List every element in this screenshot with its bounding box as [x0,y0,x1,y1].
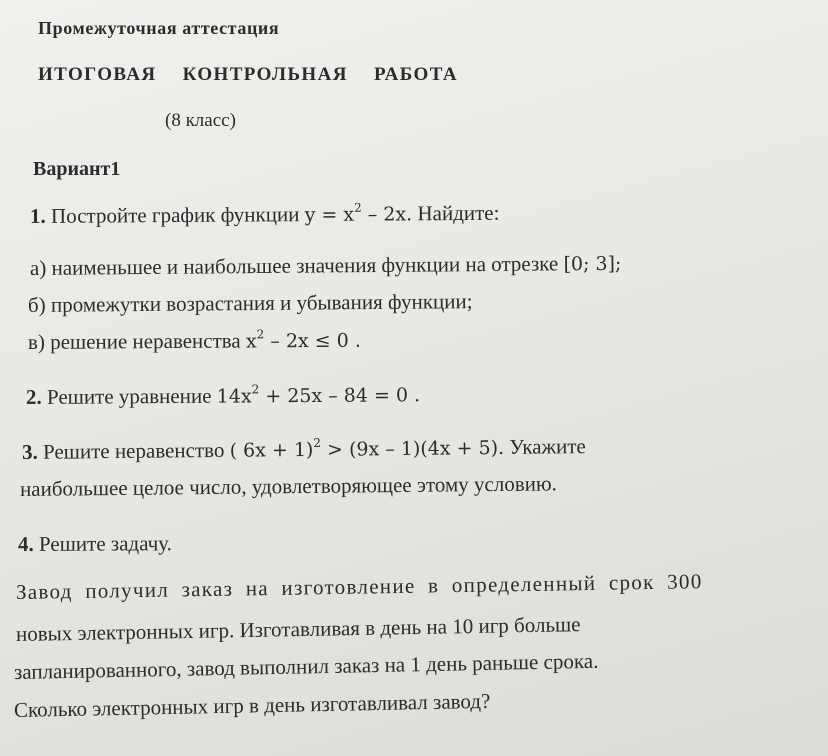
task-1-formula-base: y = x [304,203,355,227]
task-2-formula-rest: + 25x – 84 = 0 . [259,384,421,408]
variant-label: Вариант1 [33,158,121,180]
task-3-number: 3. [21,439,38,464]
task-2-formula-exp: 2 [251,382,260,397]
task-3-text: Решите неравенство [42,437,225,464]
task-3-line-2: наибольшее целое число, удовлетворяющее этому условию. [19,471,557,501]
header-big-title: ИТОГОВАЯ КОНТРОЛЬНАЯ РАБОТА [38,64,458,85]
problem-line: новых электронных игр. Изготавливая в день на 10 игр больше [15,612,581,646]
task-1-number: 1. [29,203,46,228]
task-1-find: Найдите: [417,200,500,226]
task-4-number: 4. [17,531,34,556]
problem-line: Завод получил заказ на изготовление в определенный срок 300 [15,569,703,604]
task-2-number: 2. [25,384,42,409]
task-2 [26,382,420,410]
task-1-item-c-rest: – 2x ≤ 0 . [264,329,361,353]
task-1-item-c-formula [245,327,361,353]
task-3 [22,434,586,465]
problem-line: запланированного, завод выполнил заказ на 1 день раньше срока. [13,648,599,684]
task-1-item-a [30,251,622,281]
header-grade: (8 класс) [165,110,236,131]
header-small-title: Промежуточная аттестация [38,18,280,38]
task-1-item-b: б) промежутки возрастания и убывания функции; [27,289,473,317]
task-3-formula-base: ( 6x + 1) [229,438,314,462]
task-1-formula-rest: – 2x. [361,203,413,226]
task-4 [18,531,172,557]
task-1-formula-exp: 2 [354,200,362,215]
task-2-formula-base: 14x [216,385,252,408]
task-2-text: Решите уравнение [46,383,212,409]
task-3-formula [230,437,505,462]
task-3-formula-rest: > (9x – 1)(4x + 5). [320,436,505,461]
task-3-formula-exp: 2 [313,435,322,450]
task-1 [30,201,500,229]
task-1-item-a-text: а) наименьшее и наибольшее значения функции на отрезке [29,251,559,280]
task-3-tail: Укажите [509,434,586,459]
task-1-text: Постройте график функции [50,202,300,228]
task-1-item-c-text: в) решение неравенства [27,328,241,354]
task-1-item-c [28,328,361,355]
task-1-item-c-exp: 2 [256,327,265,342]
task-1-formula [304,200,413,227]
task-1-item-c-base: x [245,330,257,353]
task-2-formula [217,384,421,407]
problem-line: Сколько электронных игр в день изготавливал завод? [13,688,491,722]
task-4-text: Решите задачу. [38,531,172,556]
task-1-item-a-interval: [0; 3]; [563,252,622,276]
